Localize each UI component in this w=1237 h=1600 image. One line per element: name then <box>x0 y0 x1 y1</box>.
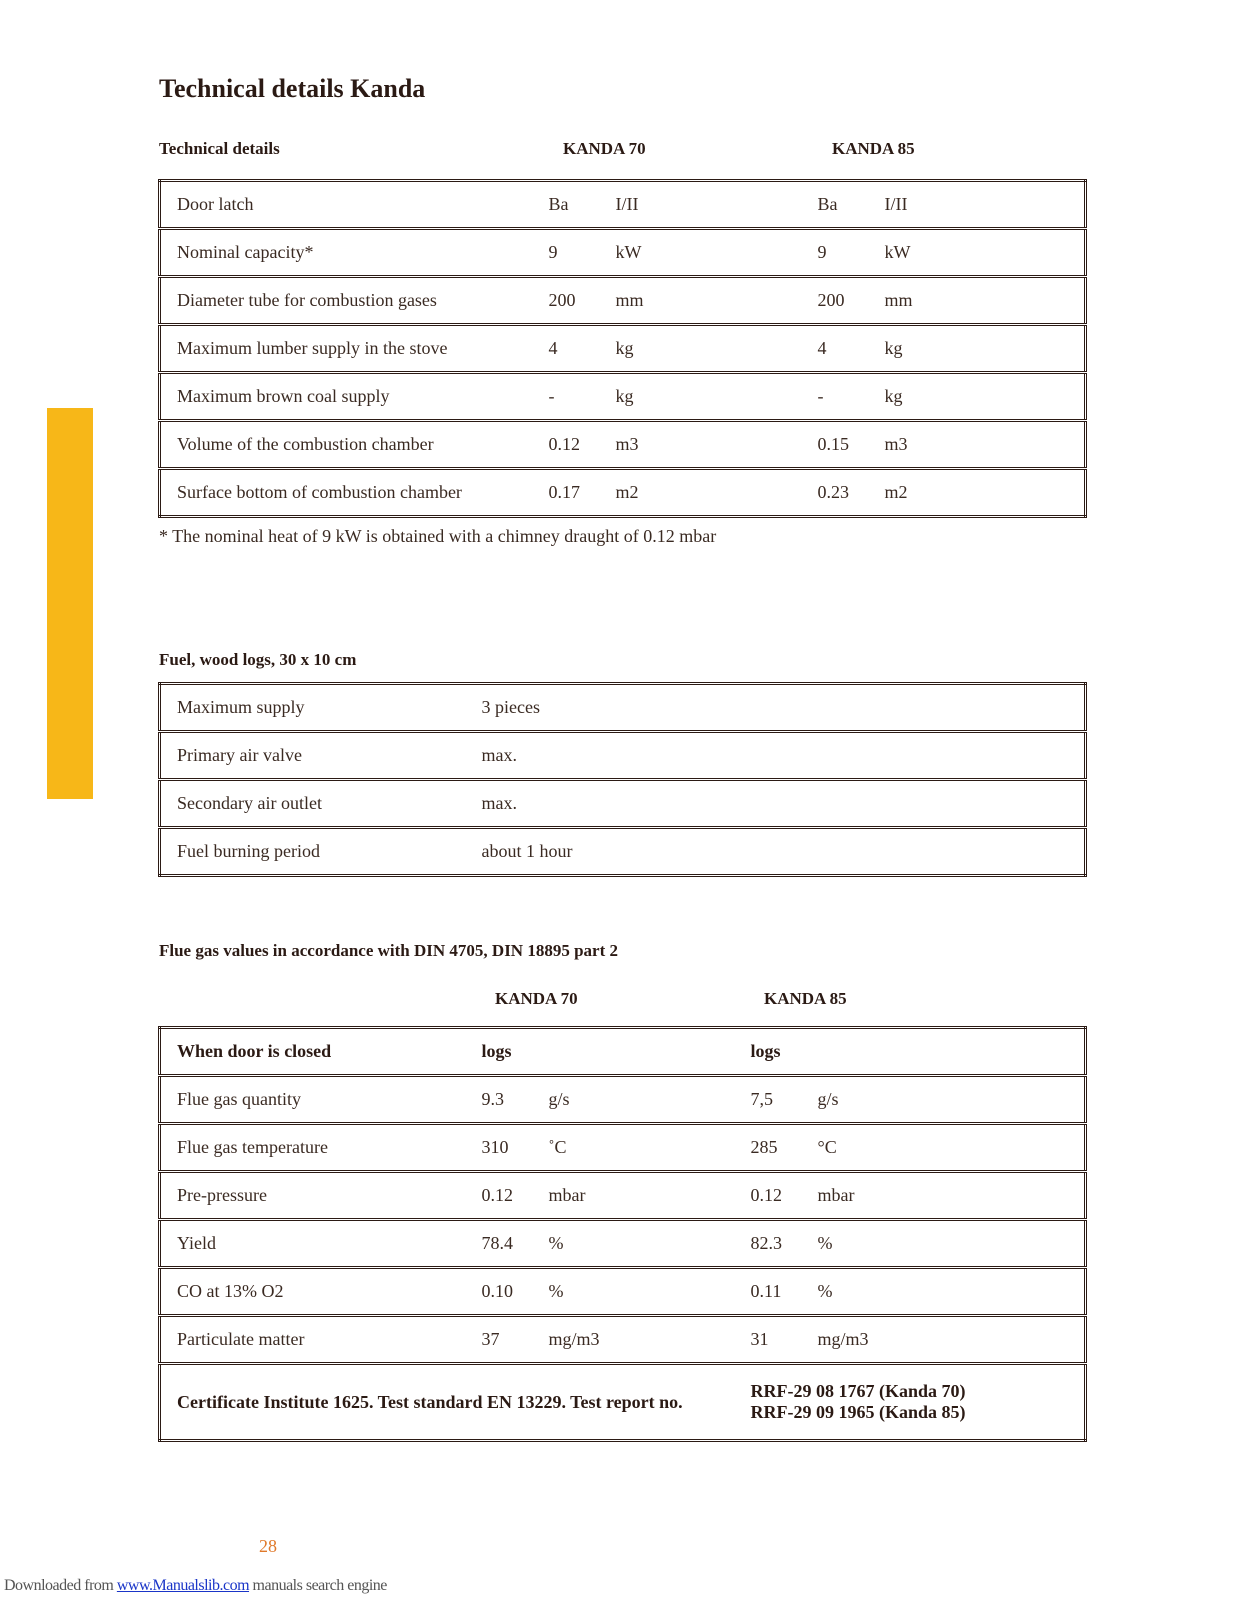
unit-kanda70: I/II <box>616 181 818 229</box>
table-row <box>160 1124 1086 1172</box>
unit-kanda70: g/s <box>549 1076 751 1124</box>
value-kanda85: 7,5 <box>751 1076 818 1124</box>
test-report-kanda70: RRF-29 08 1767 (Kanda 70) <box>750 1381 966 1401</box>
table-row <box>160 181 1086 229</box>
unit-kanda85: kg <box>885 373 1086 421</box>
tech-section-heading: Technical details <box>159 139 280 158</box>
value-kanda85: 31 <box>751 1316 818 1364</box>
table-header-row <box>160 1028 1086 1076</box>
certificate-text: Certificate Institute 1625. Test standard EN 13229. Test report no. <box>177 1391 683 1412</box>
row-label: Surface bottom of combustion chamber <box>177 482 462 502</box>
unit-kanda85: I/II <box>885 181 1086 229</box>
fuel-kanda85: logs <box>751 1028 1086 1076</box>
unit-kanda70: % <box>549 1220 751 1268</box>
value-kanda85: 285 <box>751 1124 818 1172</box>
value-kanda70: 0.17 <box>548 482 580 502</box>
unit-kanda85: kg <box>885 325 1086 373</box>
unit-kanda85: % <box>818 1268 1086 1316</box>
fuel-section-heading: Fuel, wood logs, 30 x 10 cm <box>159 650 357 669</box>
fuel-table <box>158 682 1087 877</box>
table-row <box>160 277 1086 325</box>
unit-kanda70: % <box>549 1268 751 1316</box>
row-label: CO at 13% O2 <box>160 1268 482 1316</box>
value-kanda70: Ba <box>549 181 616 229</box>
value-kanda70: 310 <box>482 1124 549 1172</box>
table-row <box>160 421 1086 469</box>
value-kanda85: 0.12 <box>751 1172 818 1220</box>
test-report-kanda85: RRF-29 09 1965 (Kanda 85) <box>750 1402 966 1422</box>
unit-kanda70: m3 <box>616 421 818 469</box>
certificate-row <box>160 1364 1086 1441</box>
unit-kanda85: mg/m3 <box>818 1316 1086 1364</box>
value-kanda85: - <box>818 373 885 421</box>
unit-kanda70: mbar <box>549 1172 751 1220</box>
manualslib-link[interactable]: www.Manualslib.com <box>116 1577 250 1594</box>
table-row <box>160 1076 1086 1124</box>
value-kanda85: 4 <box>818 325 885 373</box>
table-row <box>160 780 1086 828</box>
row-label: Pre-pressure <box>160 1172 482 1220</box>
flue-col-kanda85: KANDA 85 <box>764 989 847 1008</box>
table-row <box>160 684 1086 732</box>
value-kanda70: 0.10 <box>482 1268 549 1316</box>
row-label: Maximum lumber supply in the stove <box>160 325 549 373</box>
value-kanda70: 78.4 <box>482 1220 549 1268</box>
value-kanda85: 82.3 <box>751 1220 818 1268</box>
unit-kanda85: m3 <box>885 421 1086 469</box>
footer <box>4 1577 387 1595</box>
unit-kanda85: mm <box>885 277 1086 325</box>
fuel-kanda70: logs <box>482 1028 751 1076</box>
row-label: Diameter tube for combustion gases <box>160 277 549 325</box>
row-label: Nominal capacity* <box>160 229 549 277</box>
footer-suffix: manuals search engine <box>249 1577 387 1594</box>
row-value: max. <box>482 780 1086 828</box>
flue-table <box>158 1026 1087 1442</box>
page-number: 28 <box>259 1536 277 1556</box>
page-title: Technical details Kanda <box>159 74 426 103</box>
tech-col-kanda70: KANDA 70 <box>563 139 646 158</box>
value-kanda85: 200 <box>818 277 885 325</box>
row-value: 3 pieces <box>482 684 1086 732</box>
row-label: Maximum brown coal supply <box>160 373 549 421</box>
unit-kanda70: m2 <box>615 482 639 502</box>
row-label: Maximum supply <box>160 684 482 732</box>
table-row <box>160 1268 1086 1316</box>
value-kanda70: 4 <box>549 325 616 373</box>
unit-kanda70: ˚C <box>549 1124 751 1172</box>
unit-kanda85: °C <box>818 1124 1086 1172</box>
value-kanda70: - <box>549 373 616 421</box>
table-row <box>160 828 1086 876</box>
unit-kanda85: m2 <box>884 482 908 502</box>
row-value: max. <box>482 732 1086 780</box>
unit-kanda85: kW <box>885 229 1086 277</box>
value-kanda70: 9.3 <box>482 1076 549 1124</box>
unit-kanda85: mbar <box>818 1172 1086 1220</box>
row-label: Volume of the combustion chamber <box>160 421 549 469</box>
unit-kanda70: kg <box>616 373 818 421</box>
value-kanda70: 200 <box>549 277 616 325</box>
value-kanda70: 37 <box>482 1316 549 1364</box>
tech-table <box>158 179 1087 518</box>
value-kanda70: 9 <box>549 229 616 277</box>
row-label: Secondary air outlet <box>160 780 482 828</box>
footnote: * The nominal heat of 9 kW is obtained with a chimney draught of 0.12 mbar <box>159 526 717 546</box>
row-label: Particulate matter <box>160 1316 482 1364</box>
tech-col-kanda85: KANDA 85 <box>832 139 915 158</box>
value-kanda85: 0.23 <box>817 482 849 502</box>
flue-section-heading: Flue gas values in accordance with DIN 4705, DIN 18895 part 2 <box>159 941 618 960</box>
value-kanda70: 0.12 <box>482 1172 549 1220</box>
table-row <box>160 732 1086 780</box>
row-label: Primary air valve <box>160 732 482 780</box>
table-row <box>160 1316 1086 1364</box>
value-kanda85: 9 <box>818 229 885 277</box>
test-report-numbers <box>751 1364 1086 1441</box>
table-row <box>160 229 1086 277</box>
unit-kanda85: % <box>818 1220 1086 1268</box>
value-kanda85: 0.11 <box>751 1268 818 1316</box>
row-label: Flue gas quantity <box>160 1076 482 1124</box>
flue-col-kanda70: KANDA 70 <box>495 989 578 1008</box>
table-row <box>160 1172 1086 1220</box>
table-row <box>160 325 1086 373</box>
row-label: Fuel burning period <box>177 841 320 861</box>
table-row <box>160 469 1086 517</box>
value-kanda85: 0.15 <box>818 421 885 469</box>
value-kanda85: Ba <box>818 181 885 229</box>
unit-kanda70: mg/m3 <box>549 1316 751 1364</box>
unit-kanda70: mm <box>616 277 818 325</box>
table-row <box>160 373 1086 421</box>
unit-kanda70: kW <box>616 229 818 277</box>
unit-kanda85: g/s <box>818 1076 1086 1124</box>
table-row <box>160 1220 1086 1268</box>
side-accent-bar <box>47 408 93 799</box>
row-label: Yield <box>160 1220 482 1268</box>
condition-label: When door is closed <box>160 1028 482 1076</box>
unit-kanda70: kg <box>616 325 818 373</box>
value-kanda70: 0.12 <box>549 421 616 469</box>
row-label: Door latch <box>160 181 549 229</box>
row-label: Flue gas temperature <box>160 1124 482 1172</box>
footer-prefix: Downloaded from <box>4 1577 117 1594</box>
row-value: about 1 hour <box>481 841 573 861</box>
